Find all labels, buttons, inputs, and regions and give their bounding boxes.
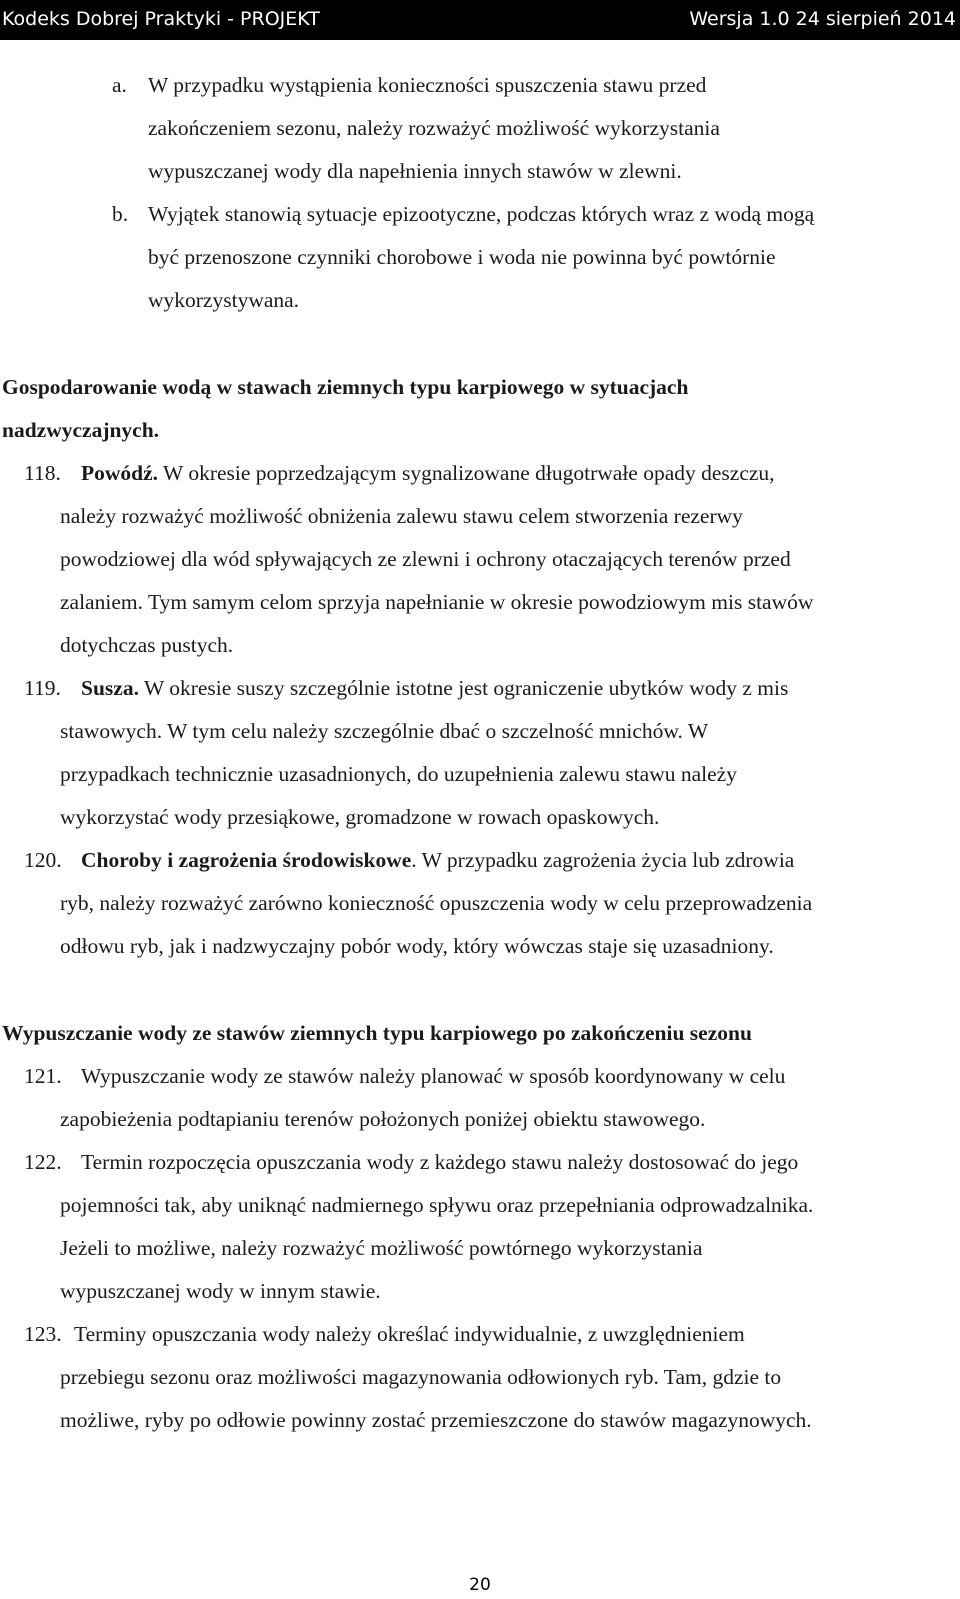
text-line: Wyjątek stanowią sytuacje epizootyczne, podczas których wraz z wodą mogą [148,202,815,226]
paragraph-title: Susza. [81,676,139,700]
paragraph-number: 121. [24,1064,62,1088]
header-document-title: Kodeks Dobrej Praktyki - PROJEKT [2,8,320,30]
text-line: pojemności tak, aby uniknąć nadmiernego spływu oraz przepełniania odprowadzalnika. [60,1193,814,1217]
text-line: odłowu ryb, jak i nadzwyczajny pobór wody, który wówczas staje się uzasadniony. [60,934,774,958]
text-line: wypuszczanej wody w innym stawie. [60,1279,381,1303]
text-line: ryb, należy rozważyć zarówno konieczność opuszczenia wody w celu przeprowadzenia [60,891,813,915]
paragraph-number: 123. [24,1322,62,1346]
section-heading-emergency: Gospodarowanie wodą w stawach ziemnych typu karpiowego w sytuacjach [2,375,689,399]
text-line: wypuszczanej wody dla napełnienia innych stawów w zlewni. [148,159,682,183]
text-line: powodziowej dla wód spływających ze zlewni i ochrony otaczających terenów przed [60,547,791,571]
section-heading-water-release: Wypuszczanie wody ze stawów ziemnych typu karpiowego po zakończeniu sezonu [2,1021,752,1045]
paragraph-number: 118. [24,461,61,485]
text-line: Termin rozpoczęcia opuszczania wody z każdego stawu należy dostosować do jego [81,1150,799,1174]
text-line: być przenoszone czynniki chorobowe i woda nie powinna być powtórnie [148,245,776,269]
text-line: przebiegu sezonu oraz możliwości magazynowania odłowionych ryb. Tam, gdzie to [60,1365,782,1389]
text-line: W okresie poprzedzającym sygnalizowane długotrwałe opady deszczu, [158,461,775,485]
paragraph-number: 119. [24,676,61,700]
text-line: W okresie suszy szczególnie istotne jest ograniczenie ubytków wody z mis [138,676,789,700]
text-line: Jeżeli to możliwe, należy rozważyć możliwość powtórnego wykorzystania [60,1236,703,1260]
page-header [0,0,960,40]
text-line: zakończeniem sezonu, należy rozważyć możliwość wykorzystania [148,116,720,140]
text-line: W przypadku wystąpienia konieczności spuszczenia stawu przed [148,73,707,97]
text-line: dotychczas pustych. [60,633,234,657]
text-line: stawowych. W tym celu należy szczególnie dbać o szczelność mnichów. W [60,719,709,743]
header-version-date: Wersja 1.0 24 sierpień 2014 [689,8,956,30]
paragraph-number: 122. [24,1150,62,1174]
text-line: wykorzystywana. [148,288,300,312]
paragraph-title: Powódź. [81,461,159,485]
text-line: zalaniem. Tym samym celom sprzyja napełnianie w okresie powodziowym mis stawów [60,590,814,614]
text-line: Wypuszczanie wody ze stawów należy planować w sposób koordynowany w celu [81,1064,786,1088]
text-line: Terminy opuszczania wody należy określać indywidualnie, z uwzględnieniem [74,1322,745,1346]
section-heading-emergency-cont: nadzwyczajnych. [2,418,160,442]
list-marker: a. [112,73,127,97]
text-line: możliwe, ryby po odłowie powinny zostać przemieszczone do stawów magazynowych. [60,1408,812,1432]
text-line: wykorzystać wody przesiąkowe, gromadzone w rowach opaskowych. [60,805,660,829]
list-marker: b. [112,202,129,226]
paragraph-number: 120. [24,848,62,872]
text-line: . W przypadku zagrożenia życia lub zdrowia [411,848,795,872]
text-line: przypadkach technicznie uzasadnionych, do uzupełnienia zalewu stawu należy [60,762,737,786]
page-number: 20 [469,1575,491,1595]
paragraph-title: Choroby i zagrożenia środowiskowe [81,848,412,872]
text-line: zapobieżenia podtapianiu terenów położonych poniżej obiektu stawowego. [60,1107,706,1131]
text-line: należy rozważyć możliwość obniżenia zalewu stawu celem stworzenia rezerwy [60,504,743,528]
